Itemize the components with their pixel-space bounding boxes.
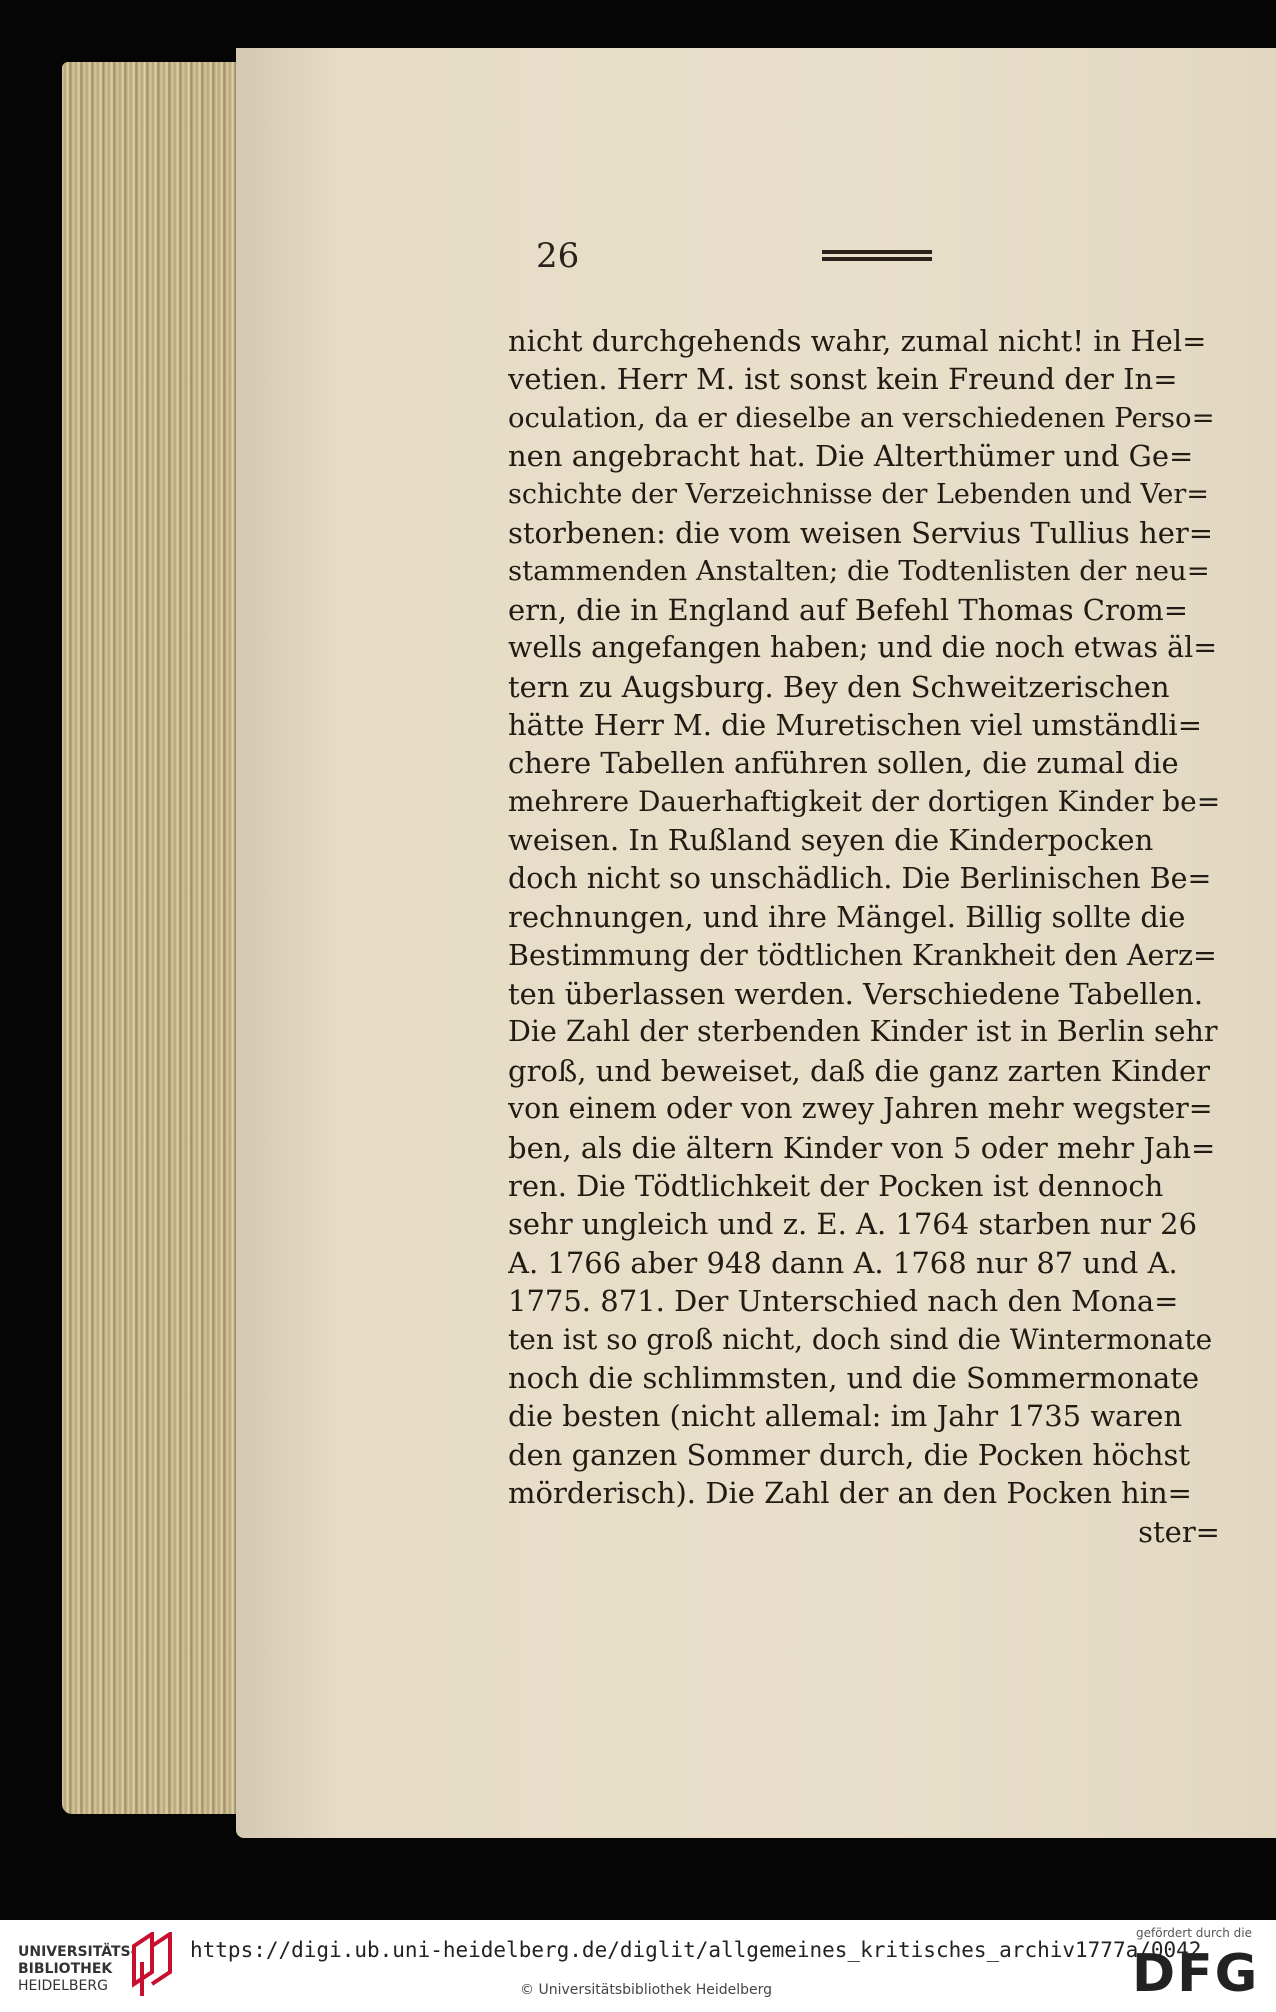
text-line: chere Tabellen anführen sollen, die zumal die xyxy=(508,746,1179,781)
text-line: schichte der Verzeichnisse der Lebenden und Ver= xyxy=(508,478,1209,510)
page-number: 26 xyxy=(536,236,580,276)
book-page-edges xyxy=(62,62,252,1814)
library-name-line-1: UNIVERSITÄTS- xyxy=(18,1944,137,1960)
text-line: weisen. In Rußland seyen die Kinderpocken xyxy=(508,823,1154,858)
catchword: ster= xyxy=(1138,1514,1220,1549)
text-line: ten ist so groß nicht, doch sind die Wintermonate xyxy=(508,1322,1213,1356)
text-line: wells angefangen haben; und die noch etwas äl= xyxy=(508,631,1218,665)
copyright-notice: © Universitätsbibliothek Heidelberg xyxy=(520,1982,773,1998)
text-line: storbenen: die vom weisen Servius Tullius her= xyxy=(508,516,1214,551)
library-name-line-3: HEIDELBERG xyxy=(18,1978,108,1994)
text-line: den ganzen Sommer durch, die Pocken höchst xyxy=(508,1437,1190,1472)
text-line: Bestimmung der tödtlichen Krankheit den Aerz= xyxy=(508,938,1217,972)
text-line: nen angebracht hat. Die Alterthümer und Ge= xyxy=(508,439,1194,474)
text-line: ten überlassen werden. Verschiedene Tabellen. xyxy=(508,976,1204,1011)
text-line: groß, und beweiset, daß die ganz zarten Kinder xyxy=(508,1053,1210,1088)
text-line: doch nicht so unschädlich. Die Berlinischen Be= xyxy=(508,861,1212,895)
text-line: die besten (nicht allemal: im Jahr 1735 waren xyxy=(508,1399,1183,1434)
text-line: 1775. 871. Der Unterschied nach den Mona= xyxy=(508,1284,1179,1319)
permalink-url[interactable]: https://digi.ub.uni-heidelberg.de/diglit/allgemeines_kritisches_archiv1777a/0042 xyxy=(190,1938,1202,1962)
library-name xyxy=(18,1944,136,1995)
body-text xyxy=(508,322,1220,1551)
text-line: mehrere Dauerhaftigkeit der dortigen Kinder be= xyxy=(508,784,1220,818)
text-line: rechnungen, und ihre Mängel. Billig sollte die xyxy=(508,900,1186,935)
funding-note: gefördert durch die xyxy=(1136,1926,1252,1940)
text-line: ern, die in England auf Befehl Thomas Crom= xyxy=(508,592,1189,627)
text-line: nicht durchgehends wahr, zumal nicht! in Hel= xyxy=(508,324,1207,358)
text-line: von einem oder von zwey Jahren mehr wegster= xyxy=(508,1092,1213,1126)
text-line: hätte Herr M. die Muretischen viel umständli= xyxy=(508,708,1202,743)
text-line: tern zu Augsburg. Bey den Schweitzerischen xyxy=(508,669,1170,704)
header-rule xyxy=(822,250,932,264)
text-line: vetien. Herr M. ist sonst kein Freund der In= xyxy=(508,362,1178,397)
dfg-logo: DFG xyxy=(1132,1944,1260,2004)
text-line: noch die schlimmsten, und die Sommermonate xyxy=(508,1360,1200,1395)
text-line: oculation, da er dieselbe an verschiedenen Perso= xyxy=(508,401,1215,434)
text-line: sehr ungleich und z. E. A. 1764 starben nur 26 xyxy=(508,1207,1198,1242)
text-line: stammenden Anstalten; die Todtenlisten der neu= xyxy=(508,555,1210,588)
text-line: Die Zahl der sterbenden Kinder ist in Berlin sehr xyxy=(508,1015,1218,1049)
library-logo-icon xyxy=(128,1932,174,1998)
text-line: ben, als die ältern Kinder von 5 oder mehr Jah= xyxy=(508,1130,1216,1165)
text-line: ren. Die Tödtlichkeit der Pocken ist dennoch xyxy=(508,1168,1164,1203)
text-line: mörderisch). Die Zahl der an den Pocken hin= xyxy=(508,1476,1192,1511)
text-line: A. 1766 aber 948 dann A. 1768 nur 87 und A. xyxy=(508,1245,1178,1280)
library-name-line-2: BIBLIOTHEK xyxy=(18,1961,113,1977)
viewer-footer xyxy=(0,1920,1276,2012)
